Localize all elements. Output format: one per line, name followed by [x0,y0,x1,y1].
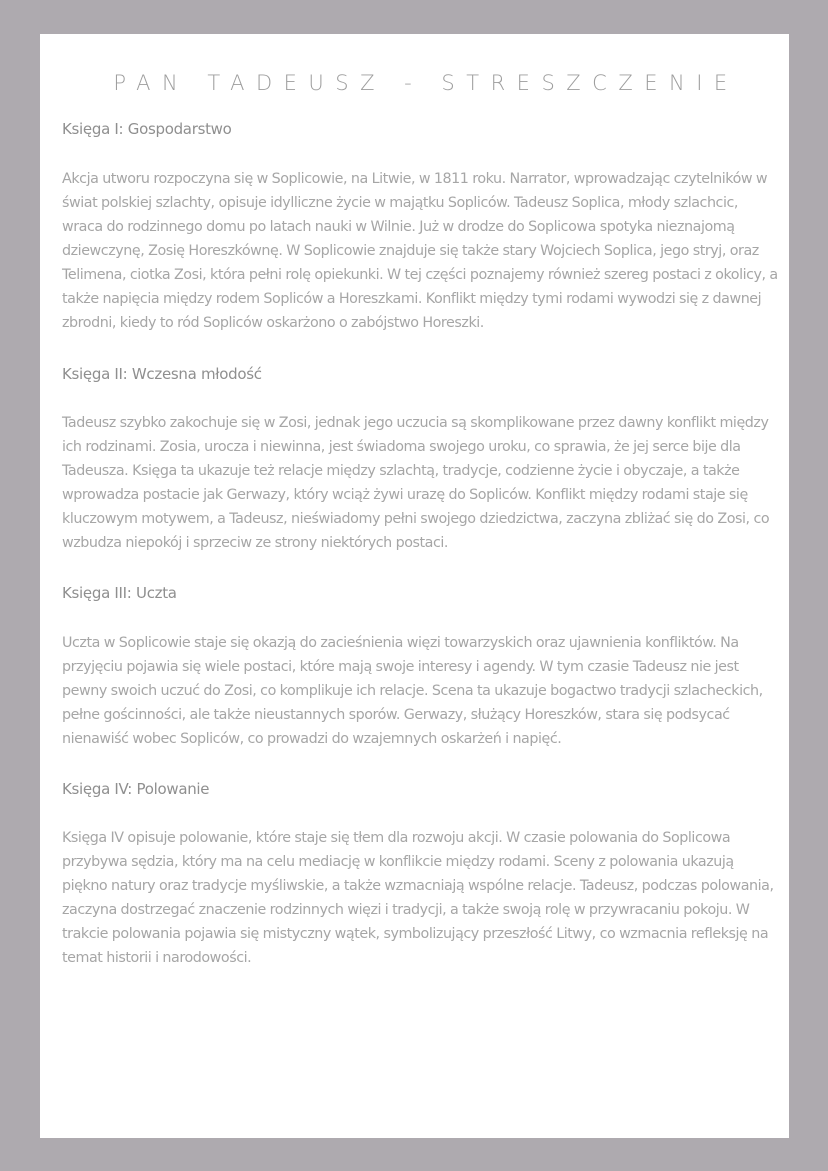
section-heading: Księga IV: Polowanie [62,780,210,798]
section-ksiega-1 [62,118,782,335]
section-heading: Księga II: Wczesna młodość [62,365,262,383]
section-ksiega-2 [62,363,782,555]
section-body: Tadeusz szybko zakochuje się w Zosi, jednak jego uczucia są skomplikowane przez dawny konflikt między ich rodzinami. Zosia, urocza i niewinna, jest świadoma swojego uroku, co sprawia, że jej serce bije dla Tadeusza. Księga ta ukazuje też relacje między szlachtą, tradycje, codzienne życie i obyczaje, a także wprowadza postacie jak Gerwazy, który wciąż żywi urazę do Sopliców. Konflikt między rodami staje się kluczowym motywem, a Tadeusz, nieświadomy pełni swojego dziedzictwa, zaczyna zbliżać się do Zosi, co wzbudza niepokój i sprzeciw ze strony niektórych postaci. [62,415,770,551]
section-ksiega-4 [62,778,782,970]
section-heading: Księga I: Gospodarstwo [62,120,232,138]
section-ksiega-3 [62,582,782,751]
document-page [40,34,789,1138]
section-body: Uczta w Soplicowie staje się okazją do zacieśnienia więzi towarzyskich oraz ujawnienia konfliktów. Na przyjęciu pojawia się wiele postaci, które mają swoje interesy i agendy. W tym czasie Tadeusz nie jest pewny swoich uczuć do Zosi, co komplikuje ich relacje. Scena ta ukazuje bogactwo tradycji szlacheckich, pełne gościnności, ale także nieustannych sporów. Gerwazy, służący Horeszków, stara się podsycać nienawiść wobec Sopliców, co prowadzi do wzajemnych oskarżeń i napięć. [62,635,763,747]
document-title: PAN TADEUSZ - STRESZCZENIE [113,71,739,95]
section-body: Księga IV opisuje polowanie, które staje się tłem dla rozwoju akcji. W czasie polowania do Soplicowa przybywa sędzia, który ma na celu mediację w konflikcie między rodami. Sceny z polowania ukazują piękno natury oraz tradycje myśliwskie, a także wzmacniają wspólne relacje. Tadeusz, podczas polowania, zaczyna dostrzegać znaczenie rodzinnych więzi i tradycji, a także swoją rolę w przywracaniu pokoju. W trakcie polowania pojawia się mistyczny wątek, symbolizujący przeszłość Litwy, co wzmacnia refleksję na temat historii i narodowości. [62,830,774,966]
section-body: Akcja utworu rozpoczyna się w Soplicowie, na Litwie, w 1811 roku. Narrator, wprowadzając czytelników w świat polskiej szlachty, opisuje idylliczne życie w majątku Sopliców. Tadeusz Soplica, młody szlachcic, wraca do rodzinnego domu po latach nauki w Wilnie. Już w drodze do Soplicowa spotyka nieznajomą dziewczynę, Zosię Horeszkównę. W Soplicowie znajduje się także stary Wojciech Soplica, jego stryj, oraz Telimena, ciotka Zosi, która pełni rolę opiekunki. W tej części poznajemy również szereg postaci z okolicy, a także napięcia między rodem Sopliców a Horeszkami. Konflikt między tymi rodami wywodzi się z dawnej zbrodni, kiedy to ród Sopliców oskarżono o zabójstwo Horeszki. [62,171,778,331]
section-heading: Księga III: Uczta [62,584,177,602]
